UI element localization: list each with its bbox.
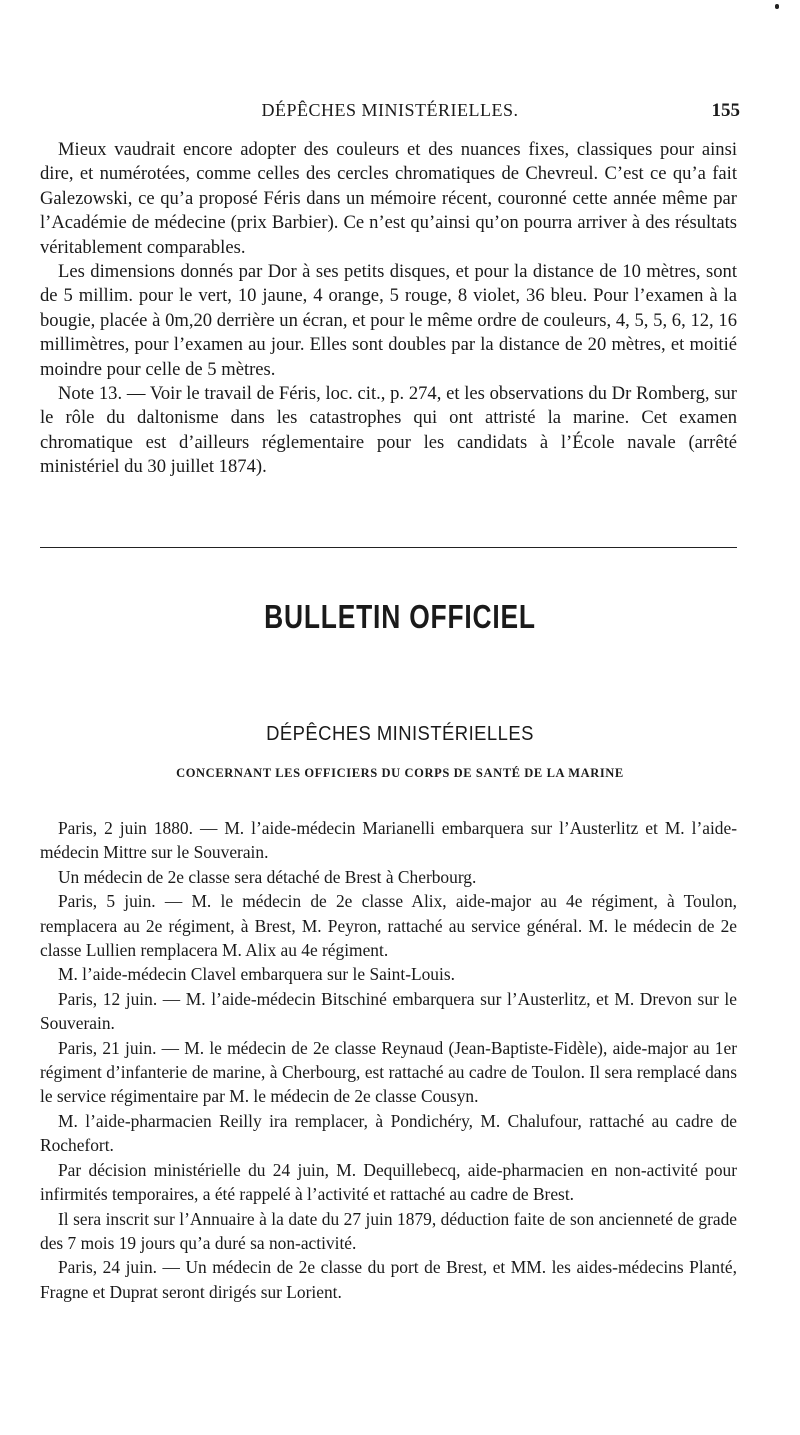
- dispatch-entry: Il sera inscrit sur l’Annuaire à la date du 27 juin 1879, déduction faite de son ancienneté de grade des 7 mois 19 jours qu’a duré sa non-activité.: [40, 1208, 737, 1253]
- bulletin-title: BULLETIN OFFICIEL: [264, 598, 536, 635]
- note-paragraph: Les dimensions donnés par Dor à ses petits disques, et pour la distance de 10 mètres, sont de 5 millim. pour le vert, 10 jaune, 4 orange, 5 rouge, 8 violet, 36 bleu. Pour l’examen à la bougie, placée à 0m,20 derrière un écran, et pour le même ordre de couleurs, 4, 5, 5, 6, 12, 16 millimètres, pour l’examen au jour. Elles sont doubles par la distance de 20 mètres, et moitié moindre pour celle de 5 mètres.: [40, 261, 737, 380]
- dispatch-entry: Paris, 2 juin 1880. — M. l’aide-médecin Marianelli embarquera sur l’Austerlitz et M. l’aide-médecin Mittre sur le Souverain.: [40, 818, 737, 863]
- dispatch-entry: M. l’aide-pharmacien Reilly ira remplacer, à Pondichéry, M. Chalufour, rattaché au cadre de Rochefort.: [40, 1110, 737, 1156]
- dispatch-entry: Paris, 5 juin. — M. le médecin de 2e classe Alix, aide-major au 4e régiment, à Toulon, remplacera au 2e régiment, à Brest, M. Peyron, rattaché au service général. M. le médecin de 2e classe Lullien remplacera M. Alix au 4e régiment.: [40, 891, 737, 961]
- ink-speck: [775, 4, 779, 9]
- dispatch-entry: Paris, 12 juin. — M. l’aide-médecin Bitschiné embarquera sur l’Austerlitz, et M. Drevon sur le Souverain.: [40, 988, 737, 1034]
- note-paragraph: Note 13. — Voir le travail de Féris, loc. cit., p. 274, et les observations du Dr Romberg, sur le rôle du daltonisme dans les catastrophes qui ont attristé la marine. Cet examen chromatique est d’ailleurs réglementaire pour les candidats à l’École navale (arrêté ministériel du 30 juillet 1874).: [40, 383, 737, 478]
- section-title: DÉPÊCHES MINISTÉRIELLES: [266, 722, 534, 745]
- dispatch-entry: Un médecin de 2e classe sera détaché de Brest à Cherbourg.: [58, 866, 477, 887]
- note-paragraph: Mieux vaudrait encore adopter des couleurs et des nuances fixes, classiques pour ainsi dire, et numérotées, comme celles des cercles chromatiques de Chevreul. C’est ce qu’a fait Galezowski, ce qu’a proposé Féris dans un mémoire récent, couronné cette année même par l’Académie de médecine (prix Barbier). Ce n’est qu’ainsi qu’on pourra arriver à des résultats véritablement comparables.: [40, 139, 737, 258]
- dispatch-entry: Paris, 24 juin. — Un médecin de 2e classe du port de Brest, et MM. les aides-médecins Planté, Fragne et Duprat seront dirigés sur Lorient.: [40, 1257, 737, 1302]
- section-subtitle: CONCERNANT LES OFFICIERS DU CORPS DE SANTÉ DE LA MARINE: [176, 766, 624, 780]
- dispatch-entry: M. l’aide-médecin Clavel embarquera sur le Saint-Louis.: [58, 964, 455, 985]
- page-number: 155: [711, 100, 740, 121]
- running-title: DÉPÊCHES MINISTÉRIELLES.: [261, 100, 519, 120]
- page-header: [40, 100, 740, 130]
- dispatch-entry: Par décision ministérielle du 24 juin, M. Dequillebecq, aide-pharmacien en non-activité pour infirmités temporaires, a été rappelé à l’activité et rattaché au cadre de Brest.: [40, 1159, 737, 1205]
- section-divider: [40, 547, 737, 548]
- notes-section: [40, 138, 737, 480]
- dispatch-entries: [40, 816, 737, 1304]
- dispatch-entry: Paris, 21 juin. — M. le médecin de 2e classe Reynaud (Jean-Baptiste-Fidèle), aide-major au 1er régiment d’infanterie de marine, à Cherbourg, est rattaché au cadre de Toulon. Il sera remplacé dans le service régimentaire par M. le médecin de 2e classe Cousyn.: [40, 1037, 737, 1107]
